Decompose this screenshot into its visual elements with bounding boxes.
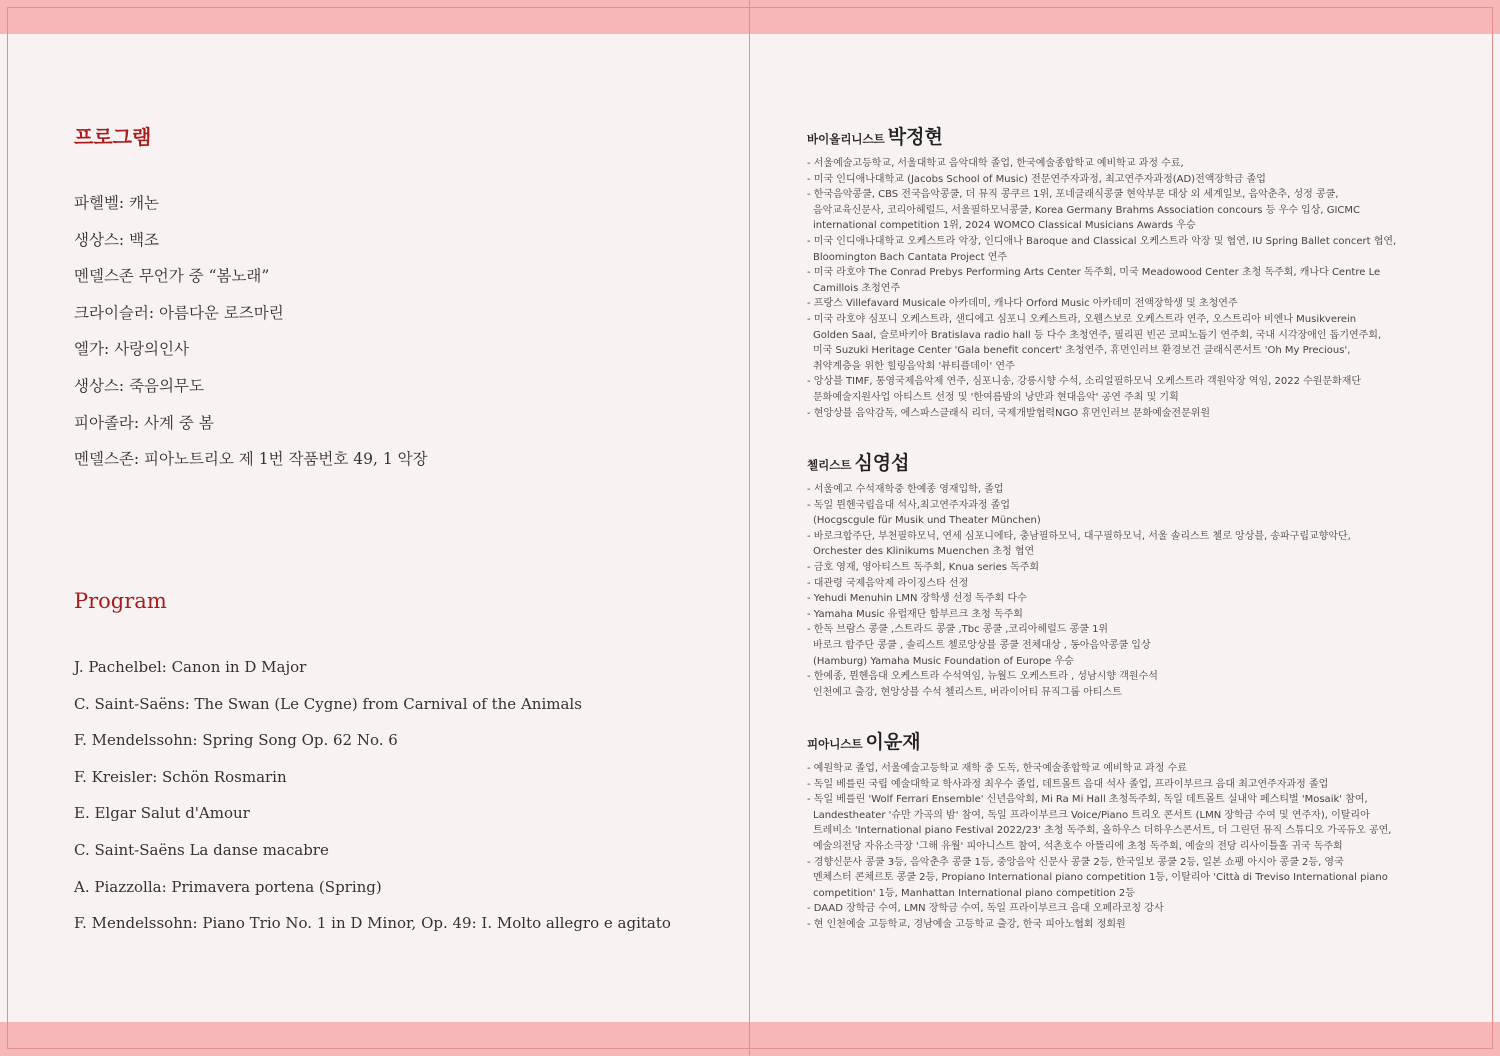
program-item: F. Mendelssohn: Spring Song Op. 62 No. 6 <box>74 731 398 750</box>
program-item: 피아졸라: 사계 중 봄 <box>74 413 214 432</box>
bio-line: - 예원학교 졸업, 서울예술고등학교 재학 중 도독, 한국예술종합학교 예비학교 과정 수료 <box>807 763 1187 774</box>
bio-name: 심영섭 <box>854 452 910 474</box>
bio-line: Orchester des Klinikums Muenchen 초청 협연 <box>813 546 1035 558</box>
program-item: 생상스: 죽음의무도 <box>74 376 204 395</box>
bio-line: 멘체스터 콘체르토 콩쿨 2등, Propiano International piano competition 1등, 이탈리아 'Città di Treviso International piano <box>813 872 1388 884</box>
bio-line: Camillois 초청연주 <box>813 282 901 294</box>
bio-line: - 미국 라호야 The Conrad Prebys Performing Arts Center 독주회, 미국 Meadowood Center 초청 독주회, 캐나다 Centre Le <box>807 267 1381 279</box>
bio-line: (Hocgscgule für Musik und Theater München) <box>813 515 1041 527</box>
bio-line: (Hamburg) Yamaha Music Foundation of Europe 우승 <box>813 655 1074 667</box>
program-item: C. Saint-Saëns: The Swan (Le Cygne) from Carnival of the Animals <box>74 694 582 713</box>
bio-line: - 독일 베를린 'Wolf Ferrari Ensemble' 신년음악회, Mi Ra Mi Hall 초청독주회, 독일 데트몰트 실내악 페스티벌 'Mosaik' 참여, <box>807 794 1368 806</box>
bio-role: 첼리스트 <box>807 458 852 472</box>
bio-line: competition' 1등, Manhattan International piano competition 2등 <box>813 887 1135 899</box>
bio-line: - 바로크합주단, 부천필하모닉, 연세 심포니에타, 충남필하모닉, 대구필하모닉, 서울 솔리스트 첼로 앙상블, 송파구립교향악단, <box>807 530 1351 542</box>
bio-line: - 미국 인디애나대학교 오케스트라 악장, 인디애나 Baroque and Classical 오케스트라 악장 및 협연, IU Spring Ballet concert 협연, <box>807 235 1397 247</box>
left-page <box>74 0 724 1056</box>
bio-line: - 앙상블 TIMF, 통영국제음악제 연주, 심포니송, 강릉시향 수석, 소리얼필하모닉 오케스트라 객원악장 역임, 2022 수원문화재단 <box>807 376 1362 388</box>
bio-role: 피아니스트 <box>807 737 863 751</box>
bio-line: - 미국 라호야 심포니 오케스트라, 샌디에고 심포니 오케스트라, 오웬스보로 오케스트라 연주, 오스트리아 비엔나 Musikverein <box>807 313 1357 325</box>
english-program-list <box>74 657 671 950</box>
bio-line: - 한국음악콩쿨, CBS 전국음악콩쿨, 더 뮤직 콩쿠르 1위, 포네클래식콩쿨 현악부문 대상 외 세계일보, 음악춘추, 성정 콩쿨, <box>807 189 1339 201</box>
bio-violinist <box>807 122 1467 421</box>
bio-line: - 금호 영재, 영아티스트 독주회, Knua series 독주회 <box>807 561 1040 573</box>
bio-line: 인천예고 출강, 현앙상블 수석 첼리스트, 버라이어티 뮤직그룹 아티스트 <box>813 686 1122 698</box>
bio-line: 취약계층을 위한 힐링음악회 '뷰티플데이' 연주 <box>813 360 1015 372</box>
center-fold-line <box>749 0 750 1056</box>
bio-line: - 서울예술고등학교, 서울대학교 음악대학 졸업, 한국예술종합학교 예비학교 과정 수료, <box>807 158 1184 169</box>
bio-line: - 현 인천예술 고등학교, 경남예술 고등학교 출강, 한국 피아노협회 정회원 <box>807 918 1126 930</box>
bio-lines <box>807 156 1467 421</box>
bio-line: Landestheater '슈만 가곡의 밤' 참여, 독일 프라이부르크 Voice/Piano 트리오 콘서트 (LMN 장학금 수여 및 연주자), 이탈리아 <box>813 809 1370 821</box>
program-item: J. Pachelbel: Canon in D Major <box>74 658 307 676</box>
english-program-heading: Program <box>74 589 167 613</box>
bio-cellist <box>807 448 1467 700</box>
korean-program-list <box>74 193 428 486</box>
bio-line: - 서울예고 수석재학중 한예종 영재입학, 졸업 <box>807 484 1004 495</box>
bio-line: - 프랑스 Villefavard Musicale 아카데미, 캐나다 Orford Music 아카데미 전액장학생 및 초청연주 <box>807 298 1238 310</box>
program-item: 엘가: 사랑의인사 <box>74 340 189 359</box>
bio-line: - 경향신문사 콩쿨 3등, 음악춘추 콩쿨 1등, 중앙음악 신문사 콩쿨 2등, 한국일보 콩쿨 2등, 일본 쇼팽 아시아 콩쿨 2등, 영국 <box>807 856 1344 868</box>
program-item: A. Piazzolla: Primavera portena (Spring) <box>74 877 382 896</box>
bio-line: - 독일 베를린 국립 예술대학교 학사과정 최우수 졸업, 데트몰트 음대 석사 졸업, 프라이부르크 음대 최고연주자과정 졸업 <box>807 778 1329 790</box>
bio-line: - 한독 브람스 콩쿨 ,스트라드 콩쿨 ,Tbc 콩쿨 ,코리아헤럴드 콩쿨 1위 <box>807 624 1109 636</box>
bio-line: 미국 Suzuki Heritage Center 'Gala benefit concert' 초청연주, 휴먼인러브 환경보건 클래식콘서트 'Oh My Precious', <box>813 345 1351 357</box>
bio-title <box>807 727 1467 751</box>
bio-line: - 독일 뮌헨국립음대 석사,최고연주자과정 졸업 <box>807 499 1011 511</box>
bio-lines <box>807 482 1467 700</box>
bio-line: international competition 1위, 2024 WOMCO Classical Musicians Awards 우승 <box>813 220 1196 232</box>
bio-line: 바로크 합주단 콩쿨 , 솔리스트 첼로앙상블 콩쿨 전체대상 , 동아음악콩쿨 입상 <box>813 639 1151 651</box>
program-item: C. Saint-Saëns La danse macabre <box>74 840 329 859</box>
program-item: 크라이슬러: 아름다운 로즈마린 <box>74 303 284 322</box>
program-item: 생상스: 백조 <box>74 230 160 249</box>
bio-line: - Yamaha Music 유럽재단 함부르크 초청 독주회 <box>807 608 1023 620</box>
bio-line: - 한예종, 뮌헨음대 오케스트라 수석역임, 뉴월드 오케스트라 , 성남시향 객원수석 <box>807 671 1158 683</box>
bio-line: Bloomington Bach Cantata Project 연주 <box>813 251 1008 263</box>
bio-line: 음악교육신문사, 코리아헤럴드, 서울필하모닉콩쿨, Korea Germany Brahms Association concours 등 우수 입상, GICMC <box>813 204 1360 216</box>
korean-program-heading: 프로그램 <box>74 125 152 149</box>
bio-name: 이윤재 <box>865 731 921 753</box>
bio-title <box>807 122 1467 146</box>
bio-line: Golden Saal, 슬로바키아 Bratislava radio hall 등 다수 초청연주, 필리핀 빈곤 코피노돕기 연주회, 국내 시각장애인 돕기연주회, <box>813 329 1382 341</box>
right-page <box>807 0 1467 1056</box>
bio-line: - 현앙상블 음악감독, 에스파스클래식 리더, 국제개발협력NGO 휴먼인러브 문화예술전문위원 <box>807 407 1211 419</box>
bio-line: - DAAD 장학금 수여, LMN 장학금 수여, 독일 프라이부르크 음대 오페라코칭 강사 <box>807 903 1164 915</box>
bio-line: 예술의전당 자유소극장 '그해 유월' 피아니스트 참여, 석촌호수 아뜰리에 초청 독주회, 예술의 전당 리사이틀홀 귀국 독주회 <box>813 840 1343 852</box>
bio-line: 문화예술지원사업 아티스트 선정 및 '한여름밤의 낭만과 현대음악' 공연 주최 및 기획 <box>813 391 1179 403</box>
program-item: E. Elgar Salut d'Amour <box>74 804 250 823</box>
bio-line: 트레비소 'International piano Festival 2022/23' 초청 독주회, 올하우스 더하우스콘서트, 더 그린던 뮤직 스튜디오 가곡듀오 공연, <box>813 825 1392 837</box>
bio-line: - 대관령 국제음악제 라이징스타 선정 <box>807 577 969 589</box>
bio-line: - 미국 인디애나대학교 (Jacobs School of Music) 전문연주자과정, 최고연주자과정(AD)전액장학금 졸업 <box>807 173 1266 185</box>
bio-title <box>807 448 1467 472</box>
program-item: 멘델스존: 피아노트리오 제 1번 작품번호 49, 1 악장 <box>74 450 428 469</box>
program-item: F. Mendelssohn: Piano Trio No. 1 in D Minor, Op. 49: I. Molto allegro e agitato <box>74 914 671 933</box>
bio-pianist <box>807 727 1467 933</box>
program-item: 멘델스존 무언가 중 “봄노래” <box>74 267 270 286</box>
bio-lines <box>807 761 1467 933</box>
bio-line: - Yehudi Menuhin LMN 장학생 선정 독주회 다수 <box>807 593 1027 605</box>
program-item: 파헬벨: 캐논 <box>74 194 160 212</box>
bio-name: 박정현 <box>887 126 943 148</box>
bio-role: 바이올리니스트 <box>807 132 885 146</box>
program-item: F. Kreisler: Schön Rosmarin <box>74 767 287 786</box>
